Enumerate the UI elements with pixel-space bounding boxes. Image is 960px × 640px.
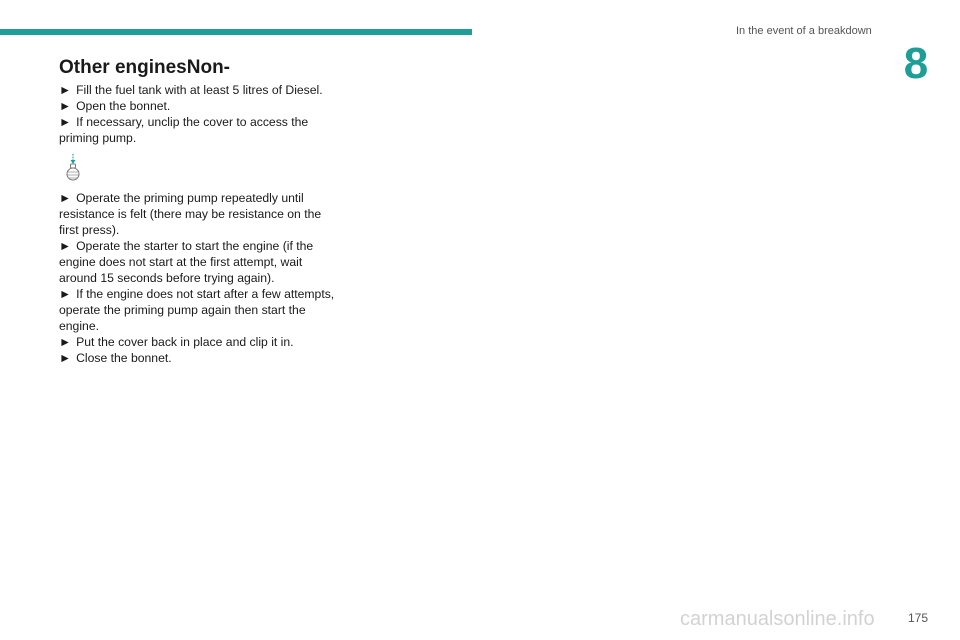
step-text: Operate the starter to start the engine (if the engine does not start at the first attempt, wait around 15 seconds before trying again).: [59, 239, 314, 285]
step-text: Close the bonnet.: [76, 351, 172, 365]
bullet-glyph: ►: [59, 239, 72, 253]
step-text: Operate the priming pump repeatedly until resistance is felt (there may be resistance on the first press).: [59, 191, 322, 237]
priming-pump-icon: [64, 153, 339, 183]
step-item: [59, 350, 339, 366]
bullet-glyph: ►: [59, 83, 72, 97]
step-text: If the engine does not start after a few attempts, operate the priming pump again then start the engine.: [59, 287, 335, 333]
step-item: [59, 82, 339, 98]
priming-pump-icon-svg: [64, 153, 82, 183]
section-heading: Other enginesNon-: [59, 57, 231, 78]
bullet-glyph: ►: [59, 115, 72, 129]
watermark-text: carmanualsonline.info: [680, 608, 875, 630]
bullet-glyph: ►: [59, 335, 72, 349]
bullet-glyph: ►: [59, 287, 72, 301]
step-item: [59, 190, 339, 238]
bullet-glyph: ►: [59, 351, 72, 365]
step-item: [59, 334, 339, 350]
page-number: 175: [908, 611, 929, 625]
header-accent-bar: [0, 29, 472, 35]
step-text: Put the cover back in place and clip it in.: [76, 335, 294, 349]
step-text: If necessary, unclip the cover to access the priming pump.: [59, 115, 309, 145]
step-item: [59, 238, 339, 286]
step-text: Open the bonnet.: [76, 99, 171, 113]
bullet-glyph: ►: [59, 191, 72, 205]
step-item: [59, 114, 339, 146]
chapter-title: In the event of a breakdown: [736, 25, 872, 37]
step-item: [59, 286, 339, 334]
step-item: [59, 98, 339, 114]
step-text: Fill the fuel tank with at least 5 litres of Diesel.: [76, 83, 323, 97]
chapter-number: 8: [903, 39, 929, 88]
instruction-list: [59, 82, 339, 366]
bullet-glyph: ►: [59, 99, 72, 113]
